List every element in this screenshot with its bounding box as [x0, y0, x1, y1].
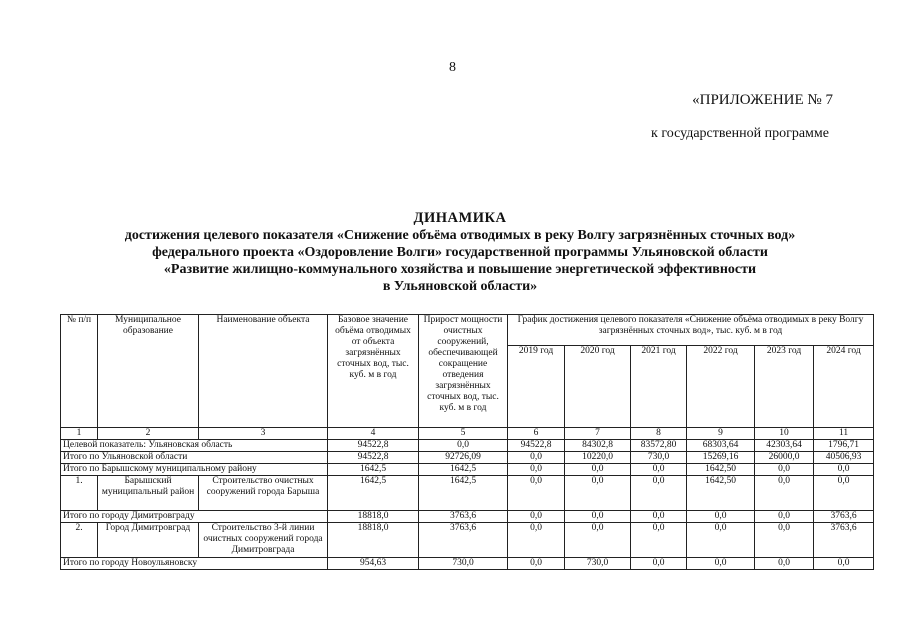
- barysh-total-label: Итого по Барышскому муниципальному району: [61, 464, 328, 476]
- column-number: 10: [755, 428, 814, 440]
- column-number: 4: [328, 428, 419, 440]
- dimitrovgrad-item-num: 2.: [61, 523, 98, 558]
- column-number: 6: [508, 428, 565, 440]
- barysh-item-2024: 0,0: [814, 476, 874, 511]
- novoulyanovsk-total-2024: 0,0: [814, 558, 874, 570]
- barysh-item-municipality: Барышский муниципальный район: [98, 476, 199, 511]
- heading-line-3: федерального проекта «Оздоровление Волги» государственной программы Ульяновской области: [152, 245, 768, 260]
- dimitrovgrad-total-label: Итого по городу Димитровграду: [61, 511, 328, 523]
- dimitrovgrad-item-2021: 0,0: [631, 523, 687, 558]
- barysh-total-growth: 1642,5: [419, 464, 508, 476]
- novoulyanovsk-total-2022: 0,0: [687, 558, 755, 570]
- barysh-total-2021: 0,0: [631, 464, 687, 476]
- header-year-2021: 2021 год: [631, 346, 687, 428]
- header-year-2022: 2022 год: [687, 346, 755, 428]
- barysh-item-growth: 1642,5: [419, 476, 508, 511]
- heading-line-1: ДИНАМИКА: [413, 210, 507, 226]
- target-row: [61, 440, 874, 452]
- dimitrovgrad-item-2024: 3763,6: [814, 523, 874, 558]
- header-object: Наименование объекта: [199, 315, 328, 428]
- target-row-growth: 0,0: [419, 440, 508, 452]
- appendix-subtitle: к государственной программе: [651, 126, 829, 141]
- dynamics-table: [60, 314, 874, 570]
- novoulyanovsk-total-2019: 0,0: [508, 558, 565, 570]
- dimitrovgrad-item-object: Строительство 3-й линии очистных сооружений города Димитровграда: [199, 523, 328, 558]
- column-number: 7: [565, 428, 631, 440]
- barysh-total-base: 1642,5: [328, 464, 419, 476]
- column-number: 9: [687, 428, 755, 440]
- dimitrovgrad-total-2023: 0,0: [755, 511, 814, 523]
- dimitrovgrad-item-2019: 0,0: [508, 523, 565, 558]
- barysh-total-2020: 0,0: [565, 464, 631, 476]
- header-schedule: График достижения целевого показателя «Снижение объёма отводимых в реку Волгу загрязнённых сточных вод», тыс. куб. м в год: [508, 315, 874, 346]
- barysh-item-row: [61, 476, 874, 511]
- header-year-2020: 2020 год: [565, 346, 631, 428]
- column-number: 8: [631, 428, 687, 440]
- total-row-2019: 0,0: [508, 452, 565, 464]
- heading-line-4: «Развитие жилищно-коммунального хозяйства и повышение энергетической эффективности: [163, 262, 757, 277]
- column-number: 5: [419, 428, 508, 440]
- dimitrovgrad-total-growth: 3763,6: [419, 511, 508, 523]
- header-capacity-growth: Прирост мощности очистных сооружений, обеспечивающей сокращение отведения загрязнённых сточных вод, тыс. куб. м в год: [419, 315, 508, 428]
- header-num: № п/п: [61, 315, 98, 428]
- header-municipality: Муниципальное образование: [98, 315, 199, 428]
- barysh-item-2020: 0,0: [565, 476, 631, 511]
- dimitrovgrad-total-row: [61, 511, 874, 523]
- dimitrovgrad-total-2020: 0,0: [565, 511, 631, 523]
- barysh-total-2019: 0,0: [508, 464, 565, 476]
- barysh-total-2024: 0,0: [814, 464, 874, 476]
- barysh-item-num: 1.: [61, 476, 98, 511]
- total-row-2022: 15269,16: [687, 452, 755, 464]
- novoulyanovsk-total-label: Итого по городу Новоульяновску: [61, 558, 328, 570]
- column-number: 11: [814, 428, 874, 440]
- target-row-2020: 84302,8: [565, 440, 631, 452]
- barysh-item-2022: 1642,50: [687, 476, 755, 511]
- barysh-item-2021: 0,0: [631, 476, 687, 511]
- dimitrovgrad-total-2019: 0,0: [508, 511, 565, 523]
- barysh-item-object: Строительство очистных сооружений города Барыша: [199, 476, 328, 511]
- total-row-2021: 730,0: [631, 452, 687, 464]
- dimitrovgrad-total-base: 18818,0: [328, 511, 419, 523]
- novoulyanovsk-total-2020: 730,0: [565, 558, 631, 570]
- dimitrovgrad-total-2021: 0,0: [631, 511, 687, 523]
- barysh-item-base: 1642,5: [328, 476, 419, 511]
- novoulyanovsk-total-2023: 0,0: [755, 558, 814, 570]
- appendix-title: «ПРИЛОЖЕНИЕ № 7: [692, 92, 833, 108]
- column-number-row: [61, 428, 874, 440]
- target-row-label: Целевой показатель: Ульяновская область: [61, 440, 328, 452]
- total-row-2024: 40506,93: [814, 452, 874, 464]
- barysh-total-2022: 1642,50: [687, 464, 755, 476]
- dimitrovgrad-item-growth: 3763,6: [419, 523, 508, 558]
- dimitrovgrad-item-2022: 0,0: [687, 523, 755, 558]
- column-number: 3: [199, 428, 328, 440]
- header-year-2023: 2023 год: [755, 346, 814, 428]
- target-row-2022: 68303,64: [687, 440, 755, 452]
- target-row-2021: 83572,80: [631, 440, 687, 452]
- target-row-2023: 42303,64: [755, 440, 814, 452]
- column-number: 1: [61, 428, 98, 440]
- dimitrovgrad-total-2022: 0,0: [687, 511, 755, 523]
- total-row-base: 94522,8: [328, 452, 419, 464]
- page-number: 8: [449, 60, 456, 75]
- novoulyanovsk-total-row: [61, 558, 874, 570]
- barysh-total-row: [61, 464, 874, 476]
- heading-line-5: в Ульяновской области»: [382, 279, 538, 294]
- document-heading: [60, 210, 860, 295]
- dimitrovgrad-total-2024: 3763,6: [814, 511, 874, 523]
- target-row-base: 94522,8: [328, 440, 419, 452]
- novoulyanovsk-total-growth: 730,0: [419, 558, 508, 570]
- barysh-total-2023: 0,0: [755, 464, 814, 476]
- target-row-2024: 1796,71: [814, 440, 874, 452]
- dimitrovgrad-item-municipality: Город Димитровград: [98, 523, 199, 558]
- dimitrovgrad-item-base: 18818,0: [328, 523, 419, 558]
- heading-line-2: достижения целевого показателя «Снижение объёма отводимых в реку Волгу загрязнённых сточных вод»: [124, 228, 796, 243]
- header-base-volume: Базовое значение объёма отводимых от объекта загрязнённых сточных вод, тыс. куб. м в год: [328, 315, 419, 428]
- novoulyanovsk-total-2021: 0,0: [631, 558, 687, 570]
- total-row-2023: 26000,0: [755, 452, 814, 464]
- total-row-growth: 92726,09: [419, 452, 508, 464]
- dimitrovgrad-item-2023: 0,0: [755, 523, 814, 558]
- dimitrovgrad-item-row: [61, 523, 874, 558]
- total-row-2020: 10220,0: [565, 452, 631, 464]
- barysh-item-2023: 0,0: [755, 476, 814, 511]
- total-row: [61, 452, 874, 464]
- novoulyanovsk-total-base: 954,63: [328, 558, 419, 570]
- barysh-item-2019: 0,0: [508, 476, 565, 511]
- dimitrovgrad-item-2020: 0,0: [565, 523, 631, 558]
- column-number: 2: [98, 428, 199, 440]
- header-year-2019: 2019 год: [508, 346, 565, 428]
- total-row-label: Итого по Ульяновской области: [61, 452, 328, 464]
- header-year-2024: 2024 год: [814, 346, 874, 428]
- target-row-2019: 94522,8: [508, 440, 565, 452]
